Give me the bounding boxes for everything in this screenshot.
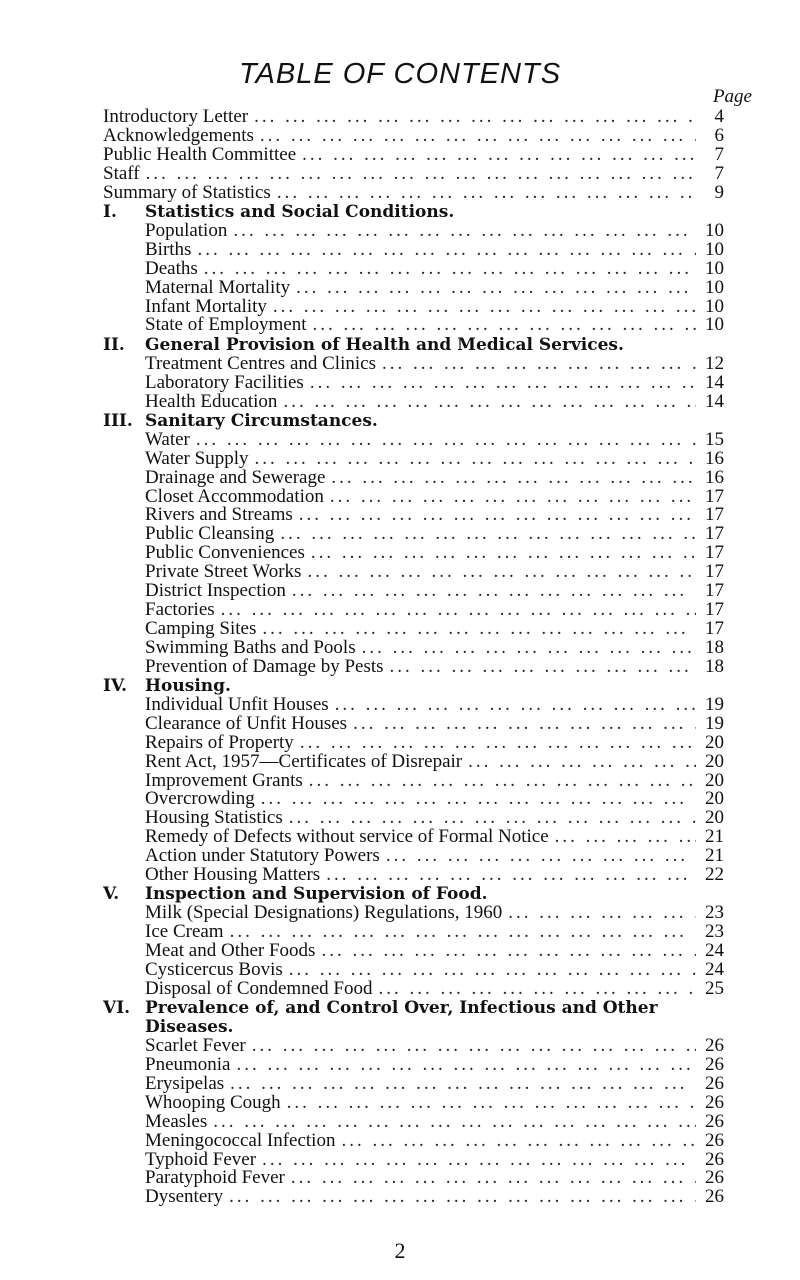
toc-entry-label: Public Health Committee — [103, 143, 297, 165]
dot-leader — [286, 582, 696, 601]
dot-leader — [281, 1094, 696, 1113]
toc-entry-label: Milk (Special Designations) Regulations, 1960 — [145, 902, 503, 924]
toc-entry-label: Deaths — [145, 257, 198, 279]
section-numeral: II. — [103, 334, 125, 355]
toc-entry-page: 24 — [705, 959, 724, 981]
dot-leader — [227, 222, 696, 241]
section-title: Inspection and Supervision of Food. — [145, 884, 488, 905]
toc-entry-label: Improvement Grants — [145, 769, 303, 791]
dot-leader — [306, 316, 696, 335]
dot-leader — [285, 1169, 696, 1188]
toc-entry-label: Factories — [145, 598, 215, 620]
toc-entry-page: 9 — [714, 181, 724, 203]
toc-entry-label: Typhoid Fever — [145, 1148, 257, 1170]
section-title: Sanitary Circumstances. — [145, 411, 378, 432]
table-of-contents — [103, 108, 724, 1207]
toc-entry-page: 16 — [705, 447, 724, 469]
toc-entry-page: 17 — [705, 542, 724, 564]
dot-leader — [223, 1188, 696, 1207]
toc-entry-page: 16 — [705, 466, 724, 488]
toc-entry-page: 26 — [705, 1091, 724, 1113]
toc-entry-label: Overcrowding — [145, 788, 255, 810]
toc-entry-label: Births — [145, 238, 192, 260]
dot-leader — [347, 715, 696, 734]
toc-entry-page: 7 — [714, 143, 724, 165]
toc-entry-label: Other Housing Matters — [145, 864, 321, 885]
toc-entry-label: Health Education — [145, 390, 278, 412]
toc-entry[interactable] — [103, 428, 724, 450]
section-title: Housing. — [145, 676, 231, 697]
dot-leader — [246, 1037, 696, 1056]
toc-entry-page: 17 — [705, 504, 724, 526]
toc-entry-label: Drainage and Sewerage — [145, 466, 326, 488]
section-heading — [103, 336, 724, 355]
toc-entry-label: Introductory Letter — [103, 106, 249, 127]
toc-entry-label: District Inspection — [145, 580, 286, 602]
toc-entry[interactable] — [103, 447, 724, 469]
toc-entry-page: 7 — [714, 162, 724, 184]
dot-leader — [267, 298, 696, 317]
dot-leader — [277, 393, 696, 412]
dot-leader — [384, 658, 696, 677]
toc-entry-label: Population — [145, 219, 228, 241]
toc-entry-label: Acknowledgements — [103, 124, 254, 146]
toc-entry-page: 19 — [705, 693, 724, 715]
toc-entry-label: Public Cleansing — [145, 523, 275, 545]
toc-entry-page: 17 — [705, 523, 724, 545]
toc-entry[interactable] — [103, 390, 724, 412]
toc-entry-label: Scarlet Fever — [145, 1035, 246, 1057]
toc-entry[interactable] — [103, 219, 724, 241]
toc-entry[interactable] — [103, 238, 724, 260]
dot-leader — [207, 1113, 696, 1132]
toc-entry-label: Measles — [145, 1110, 208, 1132]
toc-entry[interactable] — [103, 655, 724, 677]
section-numeral: I. — [103, 202, 117, 223]
toc-entry-label: Erysipelas — [145, 1073, 225, 1095]
dot-leader — [140, 165, 696, 184]
toc-entry-label: Water — [145, 428, 190, 450]
toc-entry-page: 25 — [705, 977, 724, 999]
dot-leader — [224, 1075, 696, 1094]
toc-entry-label: Remedy of Defects without service of Formal Notice — [145, 826, 549, 848]
toc-entry-label: Disposal of Condemned Food — [145, 977, 373, 999]
toc-entry-label: Pneumonia — [145, 1054, 231, 1076]
page-column-heading: Page — [712, 86, 752, 107]
toc-entry-page: 14 — [705, 371, 724, 393]
toc-entry-page: 26 — [705, 1167, 724, 1189]
section-title: Statistics and Social Conditions. — [145, 202, 455, 223]
toc-entry-label: Closet Accommodation — [145, 485, 324, 507]
toc-entry-page: 10 — [705, 295, 724, 317]
dot-leader — [315, 942, 696, 961]
page-title: TABLE OF CONTENTS — [238, 58, 562, 90]
dot-leader — [376, 355, 696, 374]
dot-leader — [294, 734, 696, 753]
toc-entry-page: 21 — [705, 826, 724, 848]
dot-leader — [255, 790, 696, 809]
dot-leader — [305, 544, 696, 563]
toc-entry[interactable] — [103, 617, 724, 639]
section-numeral: V. — [103, 884, 120, 905]
toc-entry-label: Paratyphoid Fever — [145, 1167, 285, 1189]
toc-entry-label: Treatment Centres and Clinics — [145, 352, 376, 374]
dot-leader — [271, 184, 696, 203]
dot-leader — [248, 108, 696, 127]
toc-entry-page: 10 — [705, 219, 724, 241]
toc-entry-page: 17 — [705, 485, 724, 507]
toc-entry[interactable] — [103, 977, 724, 999]
toc-entry-page: 26 — [705, 1186, 724, 1208]
toc-entry-label: Staff — [103, 162, 140, 184]
dot-leader — [356, 639, 696, 658]
toc-entry-label: Private Street Works — [145, 561, 302, 583]
dot-leader — [304, 374, 696, 393]
dot-leader — [301, 563, 696, 582]
toc-entry-page: 24 — [705, 940, 724, 962]
dot-leader — [248, 450, 696, 469]
toc-entry-label: Dysentery — [145, 1186, 224, 1208]
toc-entry-label: Repairs of Property — [145, 731, 294, 753]
toc-entry-page: 4 — [714, 106, 724, 127]
toc-entry-label: Water Supply — [145, 447, 249, 469]
toc-entry-page: 26 — [705, 1035, 724, 1057]
dot-leader — [190, 431, 696, 450]
toc-entry-page: 6 — [714, 124, 724, 146]
section-heading — [103, 999, 724, 1037]
dot-leader — [293, 506, 696, 525]
toc-entry-page: 10 — [705, 257, 724, 279]
section-title: Prevalence of, and Control Over, Infectious and Other Diseases. — [145, 998, 658, 1038]
toc-entry[interactable] — [103, 1188, 724, 1207]
toc-entry-label: Laboratory Facilities — [145, 371, 304, 393]
toc-entry-label: Public Conveniences — [145, 542, 305, 564]
toc-entry[interactable] — [103, 1110, 724, 1132]
toc-entry[interactable] — [103, 598, 724, 620]
toc-entry-label: Maternal Mortality — [145, 276, 291, 298]
toc-entry[interactable] — [103, 276, 724, 298]
toc-entry-label: Camping Sites — [145, 617, 257, 639]
toc-entry-page: 21 — [705, 845, 724, 867]
toc-entry-page: 23 — [705, 921, 724, 943]
toc-entry[interactable] — [103, 466, 724, 488]
toc-entry-page: 17 — [705, 580, 724, 602]
dot-leader — [254, 127, 696, 146]
toc-entry[interactable] — [103, 143, 724, 165]
toc-entry-label: Ice Cream — [145, 921, 224, 943]
toc-entry[interactable] — [103, 124, 724, 146]
toc-entry-page: 17 — [705, 598, 724, 620]
dot-leader — [303, 772, 696, 791]
toc-entry-page: 17 — [705, 617, 724, 639]
dot-leader — [329, 696, 696, 715]
section-numeral: VI. — [103, 998, 131, 1019]
toc-entry-label: Individual Unfit Houses — [145, 693, 329, 715]
toc-entry-label: Summary of Statistics — [103, 181, 271, 203]
toc-entry-page: 26 — [705, 1110, 724, 1132]
dot-leader — [231, 1056, 697, 1075]
toc-entry-page: 15 — [705, 428, 724, 450]
toc-entry[interactable] — [103, 712, 724, 734]
toc-entry[interactable] — [103, 257, 724, 279]
dot-leader — [198, 260, 696, 279]
toc-entry[interactable] — [103, 181, 724, 203]
dot-leader — [462, 753, 696, 772]
toc-entry-label: Meat and Other Foods — [145, 940, 316, 962]
toc-entry-label: Prevention of Damage by Pests — [145, 655, 384, 677]
toc-entry-page: 26 — [705, 1129, 724, 1151]
toc-entry-page: 10 — [705, 276, 724, 298]
dot-leader — [296, 146, 696, 165]
section-heading — [103, 412, 724, 431]
toc-entry-label: Housing Statistics — [145, 807, 283, 829]
toc-entry-page: 14 — [705, 390, 724, 412]
toc-entry[interactable] — [103, 371, 724, 393]
section-numeral: IV. — [103, 676, 128, 697]
dot-leader — [320, 866, 696, 885]
dot-leader — [325, 469, 696, 488]
dot-leader — [549, 828, 696, 847]
dot-leader — [502, 904, 696, 923]
toc-entry-label: Cysticercus Bovis — [145, 959, 283, 981]
toc-entry-label: Clearance of Unfit Houses — [145, 712, 348, 734]
dot-leader — [290, 279, 696, 298]
toc-entry[interactable] — [103, 750, 724, 772]
dot-leader — [256, 620, 696, 639]
dot-leader — [191, 241, 696, 260]
toc-entry[interactable] — [103, 731, 724, 753]
toc-entry-page: 18 — [705, 655, 724, 677]
dot-leader — [380, 847, 696, 866]
dot-leader — [256, 1151, 696, 1170]
section-title: General Provision of Health and Medical Services. — [145, 334, 624, 355]
toc-entry-page: 19 — [705, 712, 724, 734]
dot-leader — [274, 525, 696, 544]
toc-entry-page: 26 — [705, 1148, 724, 1170]
toc-entry-label: Infant Mortality — [145, 295, 267, 317]
toc-entry-page: 20 — [705, 807, 724, 829]
dot-leader — [335, 1132, 696, 1151]
toc-entry-label: Swimming Baths and Pools — [145, 636, 356, 658]
toc-entry-page: 18 — [705, 636, 724, 658]
toc-entry-page: 26 — [705, 1073, 724, 1095]
toc-entry[interactable] — [103, 866, 724, 885]
toc-entry-page: 26 — [705, 1054, 724, 1076]
toc-entry[interactable] — [103, 162, 724, 184]
page-number: 2 — [394, 1238, 406, 1263]
toc-entry-page: 12 — [705, 352, 724, 374]
toc-entry-page: 20 — [705, 750, 724, 772]
toc-entry-page: 20 — [705, 769, 724, 791]
toc-entry-label: Meningococcal Infection — [145, 1129, 336, 1151]
toc-entry-label: Rent Act, 1957—Certificates of Disrepair — [145, 750, 463, 772]
toc-entry-label: Whooping Cough — [145, 1091, 281, 1113]
toc-entry-label: Rivers and Streams — [145, 504, 293, 526]
toc-entry[interactable] — [103, 352, 724, 374]
toc-entry[interactable] — [103, 1091, 724, 1113]
toc-entry[interactable] — [103, 636, 724, 658]
toc-entry-page: 17 — [705, 561, 724, 583]
toc-entry-page: 23 — [705, 902, 724, 924]
toc-entry[interactable] — [103, 1129, 724, 1151]
toc-entry-page: 10 — [705, 314, 724, 336]
toc-entry-page: 20 — [705, 788, 724, 810]
toc-entry-page: 20 — [705, 731, 724, 753]
section-numeral: III. — [103, 411, 133, 432]
dot-leader — [215, 601, 696, 620]
toc-entry[interactable] — [103, 316, 724, 335]
toc-entry-page: 22 — [705, 864, 724, 885]
toc-entry-label: Action under Statutory Powers — [145, 845, 380, 867]
dot-leader — [324, 488, 696, 507]
dot-leader — [372, 980, 696, 999]
toc-entry-label: State of Employment — [145, 314, 307, 336]
toc-entry-page: 10 — [705, 238, 724, 260]
